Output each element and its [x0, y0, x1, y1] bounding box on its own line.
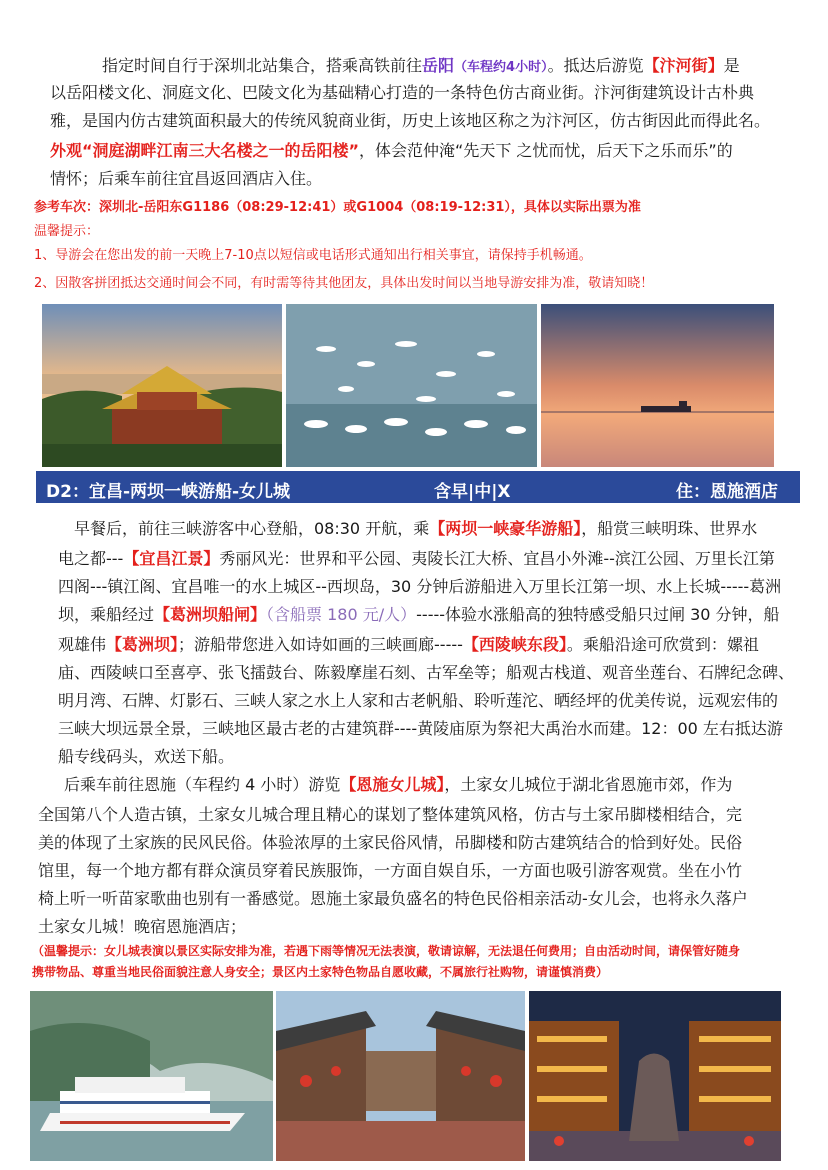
para3-line6: 土家女儿城！晚宿恩施酒店； [38, 917, 247, 936]
text-segment: 电之都--- [58, 549, 124, 568]
para2-line1 [74, 515, 757, 542]
text-segment: 。抵达后游览 [547, 56, 644, 75]
day2-header [36, 471, 800, 503]
ship-lock-highlight: 【葛洲坝船闸】 [154, 605, 267, 624]
text-segment: -----体验水涨船高的独特感受船只过闸 30 分钟，船 [416, 605, 780, 624]
tip-item-2: 2、因散客拼团抵达交通时间会不同，有时需等待其他团友，具体出发时间以当地导游安排为准，敬请知晓！ [34, 276, 654, 291]
text-segment: 。乘船沿途可欣赏到：嫘祖 [566, 635, 759, 654]
notice-line2: 携带物品、尊重当地民俗面貌注意人身安全；景区内土家特色物品自愿收藏，不属旅行社购物，请谨慎消费） [32, 965, 609, 979]
text-segment: 早餐后，前往三峡游客中心登船，08:30 开航，乘 [74, 519, 430, 538]
para2-line8: 三峡大坝远景全景，三峡地区最古老的古建筑群----黄陵庙原为祭祀大禹治水而建。12：00 左右抵达游 [58, 719, 783, 738]
tip-item-1: 1、导游会在您出发的前一天晚上7-10点以短信或电话形式通知出行相关事宜，请保持手机畅通。 [34, 248, 592, 263]
fee-note: （含船票 180 元/人） [266, 605, 417, 624]
para2-line4 [58, 601, 780, 628]
photo-lake-sunset [541, 304, 774, 467]
para1-line3: 雅，是国内仿古建筑面积最大的传统风貌商业街，历史上该地区称之为汴河区，仿古街因此而得此名。 [50, 111, 771, 130]
enshi-highlight: 【恩施女儿城】 [340, 775, 445, 794]
para2-line5 [58, 631, 759, 658]
para2-line6: 庙、西陵峡口至喜亭、张飞擂鼓台、陈毅摩崖石刻、古军垒等；船观古栈道、观音坐莲台、石牌纪念碑、 [58, 663, 795, 682]
para2-line7: 明月湾、石牌、灯影石、三峡人家之水上人家和古老帆船、聆听莲沱、晒经坪的优美传说，远观宏伟的 [58, 691, 779, 710]
day2-title: D2：宜昌-两坝一峡游船-女儿城 [46, 482, 291, 502]
text-segment: 秀丽风光：世界和平公园、夷陵长江大桥、宜昌小外滩--滨江公园、万里长江第 [219, 549, 775, 568]
para2-line3: 四阁---镇江阁、宜昌唯一的水上城区--西坝岛，30 分钟后游船进入万里长江第一坝、水上长城-----葛洲 [58, 577, 782, 596]
text-segment: ，船赏三峡明珠、世界水 [581, 519, 758, 538]
photo-dongting-birds [286, 304, 537, 467]
street-highlight: 【汴河街】 [643, 56, 724, 75]
day2-meals: 含早|中|X [434, 482, 511, 502]
text-segment: ，体会范仲淹“先天下 之忧而忧，后天下之乐而乐”的 [359, 141, 733, 160]
photo-yueyang-tower [42, 304, 282, 467]
para3-line4: 馆里，每一个地方都有群众演员穿着民族服饰，一方面自娱自乐，一方面也吸引游客观赏。坐在小竹 [38, 861, 743, 880]
river-view-highlight: 【宜昌江景】 [123, 549, 220, 568]
para3-line3: 美的体现了土家族的民风民俗。体验浓厚的土家民俗风情，吊脚楼和防古建筑结合的恰到好处。民俗 [38, 833, 743, 852]
photo-nuercheng-night [529, 991, 781, 1161]
dam-highlight: 【葛洲坝】 [106, 635, 179, 654]
para1-line2: 以岳阳楼文化、洞庭文化、巴陵文化为基础精心打造的一条特色仿古商业街。汴河街建筑设计古朴典 [50, 83, 755, 102]
para3-line5: 椅上听一听苗家歌曲也别有一番感觉。恩施土家最负盛名的特色民俗相亲活动-女儿会，也将永久落户 [38, 889, 748, 908]
day2-stay: 住：恩施酒店 [676, 482, 778, 502]
para3-line2: 全国第八个人造古镇，土家女儿城合理且精心的谋划了整体建筑风格，仿古与土家吊脚楼相结合，完 [38, 805, 743, 824]
yueyang-tower-highlight: 外观“洞庭湖畔江南三大名楼之一的岳阳楼” [50, 141, 360, 160]
para3-line1 [64, 771, 732, 798]
tips-title: 温馨提示： [34, 224, 100, 239]
notice-line1: （温馨提示：女儿城表演以景区实际安排为准，若遇下雨等情况无法表演，敬请谅解，无法退任何费用；自由活动时间，请保管好随身 [32, 944, 741, 958]
photo-nuercheng-street [276, 991, 525, 1161]
gorge-highlight: 【西陵峡东段】 [462, 635, 567, 654]
text-segment: 是 [723, 56, 740, 75]
ship-highlight: 【两坝一峡豪华游船】 [429, 519, 582, 538]
para1-line4 [50, 137, 733, 164]
text-segment: 坝，乘船经过 [58, 605, 155, 624]
para1-line1 [102, 52, 740, 81]
text-segment: 指定时间自行于深圳北站集合，搭乘高铁前往 [102, 56, 423, 75]
text-segment: 观雄伟 [58, 635, 107, 654]
para2-line2 [58, 545, 775, 572]
duration-note: （车程约4小时） [454, 60, 548, 75]
para1-line5: 情怀；后乘车前往宜昌返回酒店入住。 [50, 169, 323, 188]
photo-cruise-ship [30, 991, 273, 1161]
text-segment: ，土家女儿城位于湖北省恩施市郊，作为 [444, 775, 733, 794]
para2-line9: 船专线码头，欢送下船。 [58, 747, 235, 766]
text-segment: 后乘车前往恩施（车程约 4 小时）游览 [64, 775, 341, 794]
city-highlight: 岳阳 [422, 56, 455, 75]
text-segment: ；游船带您进入如诗如画的三峡画廊----- [178, 635, 463, 654]
train-reference: 参考车次：深圳北-岳阳东G1186（08:29-12:41）或G1004（08:19-12:31），具体以实际出票为准 [34, 200, 641, 215]
